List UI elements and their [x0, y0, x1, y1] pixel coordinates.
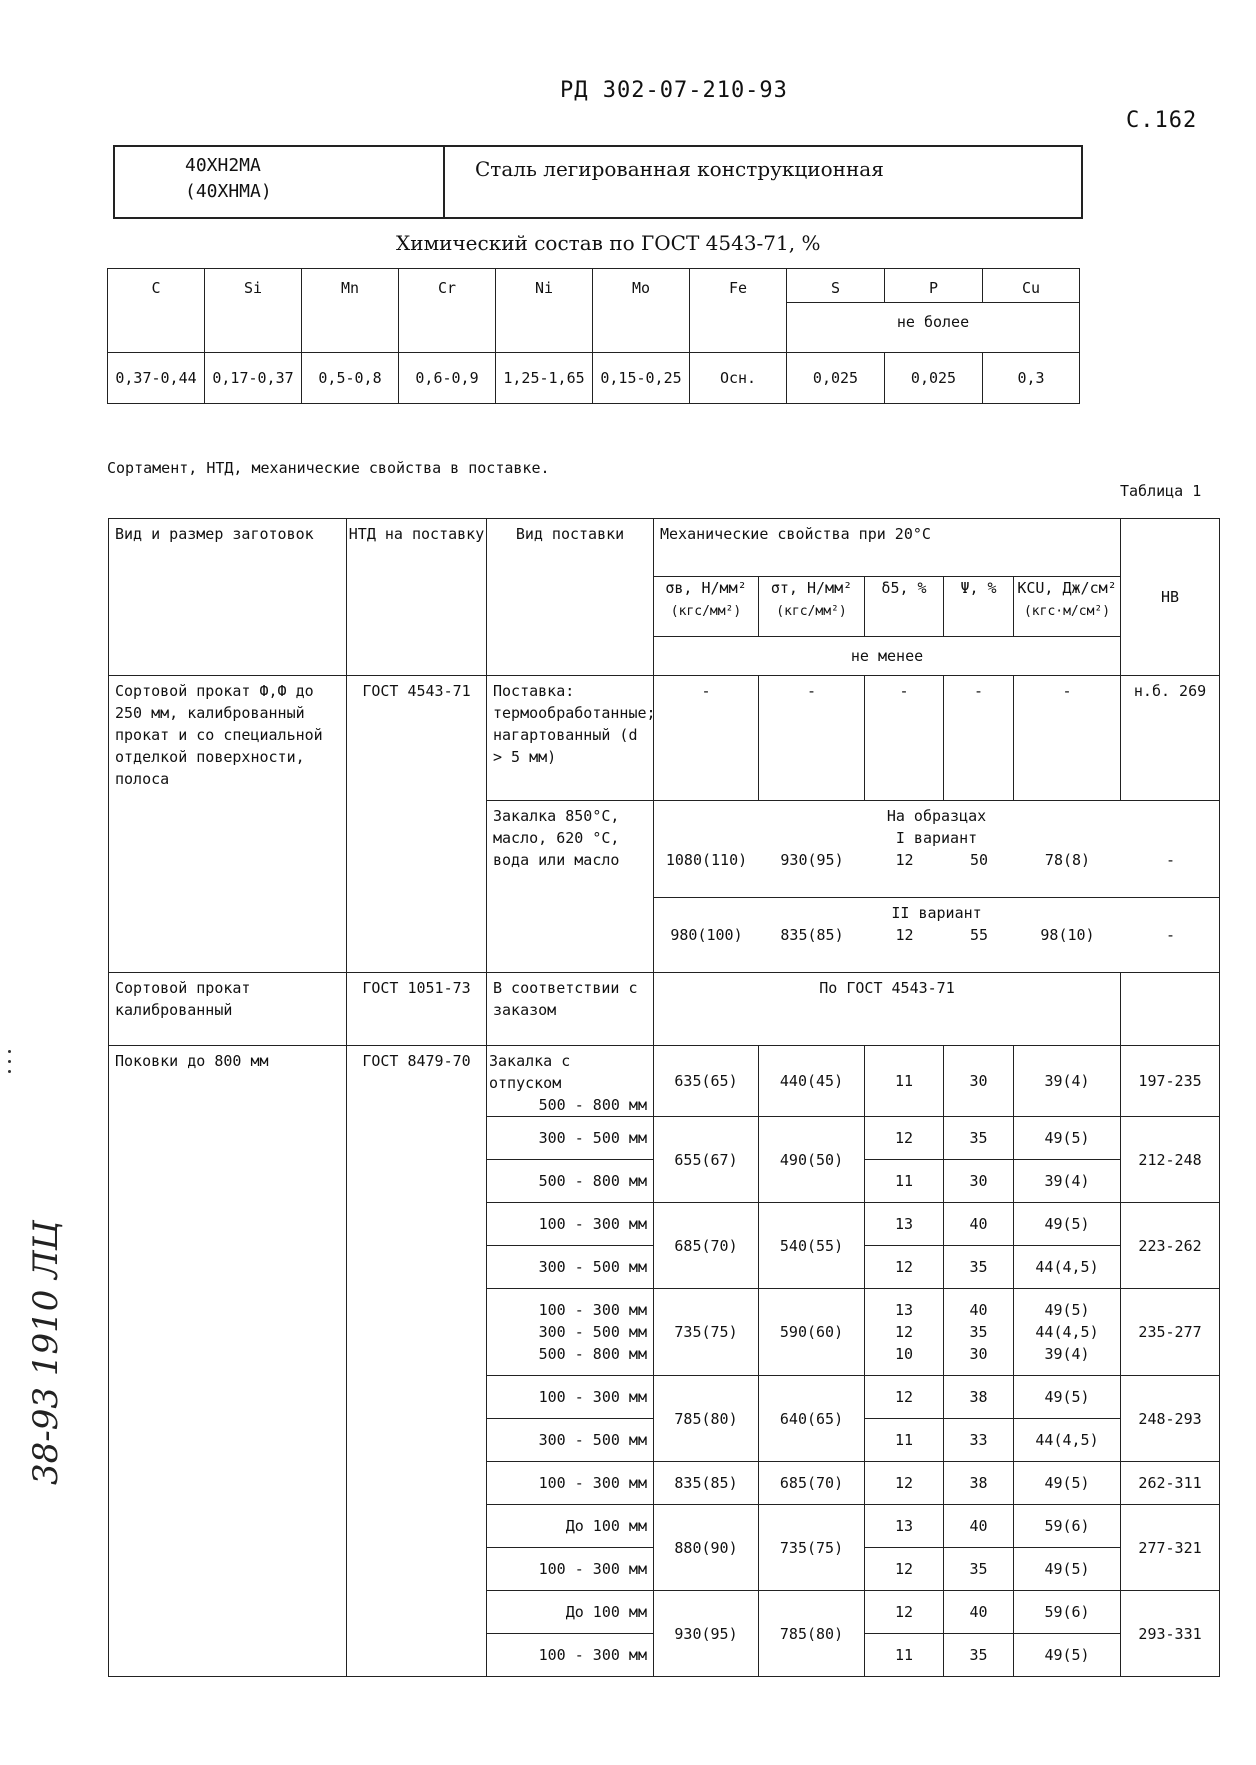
forging-sigma-v: 880(90)	[654, 1505, 759, 1591]
forging-kcu-cell	[1014, 1289, 1121, 1376]
row3-post: В соответствии с заказом	[487, 973, 654, 1046]
forging-size: 100 - 300 мм	[487, 1548, 654, 1591]
row1-dash: -	[944, 676, 1014, 801]
scan-mark	[8, 1070, 11, 1073]
v2-kcu: 98(10)	[1040, 926, 1095, 944]
v2-hb: -	[1165, 926, 1176, 944]
v2-psi: 55	[969, 926, 989, 944]
chem-col-mn: Mn	[302, 269, 399, 353]
forging-delta: 12	[865, 1117, 944, 1160]
forging-kcu: 39(4)	[1014, 1046, 1121, 1117]
divider	[443, 147, 445, 217]
chem-val-cu: 0,3	[983, 353, 1080, 404]
forging-delta: 12	[865, 1462, 944, 1505]
row3-ntd: ГОСТ 1051-73	[347, 973, 487, 1046]
v1-sigma-v: 1080(110)	[665, 851, 748, 869]
v2-sigma-v: 980(100)	[670, 926, 743, 944]
row2-variant1	[654, 801, 1220, 898]
forging-delta: 10	[894, 1345, 914, 1363]
forging-size-cell	[487, 1046, 654, 1117]
forging-delta: 12	[865, 1548, 944, 1591]
forging-kcu: 49(5)	[1014, 1376, 1121, 1419]
forging-size: 300 - 500 мм	[487, 1419, 654, 1462]
row1-vid: Сортовой прокат Ф,Ф до 250 мм, калиброванный прокат и со специальной отделкой поверхности, полоса	[109, 676, 347, 973]
forging-size: 300 - 500 мм	[487, 1246, 654, 1289]
col-head-vid-postavki: Вид поставки	[487, 519, 654, 676]
forging-delta: 12	[865, 1591, 944, 1634]
forging-hb: 197-235	[1121, 1046, 1220, 1117]
row1-dash: -	[1014, 676, 1121, 801]
forging-size: 100 - 300 мм	[487, 1634, 654, 1677]
chem-note: не более	[787, 303, 1080, 353]
forging-size: 100 - 300 мм	[538, 1301, 647, 1319]
row1-ntd: ГОСТ 4543-71	[347, 676, 487, 973]
col-head-sigma-v	[654, 576, 759, 636]
col-head-ntd: НТД на поставку	[347, 519, 487, 676]
sigma-t-unit: (кгс/мм²)	[776, 603, 847, 619]
forging-delta: 11	[865, 1634, 944, 1677]
forging-sigma-v: 655(67)	[654, 1117, 759, 1203]
chem-val-mo: 0,15-0,25	[593, 353, 690, 404]
forging-sigma-v: 635(65)	[654, 1046, 759, 1117]
v1-sigma-t: 930(95)	[780, 851, 844, 869]
chem-val-s: 0,025	[787, 353, 885, 404]
forging-sigma-v: 930(95)	[654, 1591, 759, 1677]
forging-kcu: 49(5)	[1014, 1548, 1121, 1591]
forging-sigma-t: 590(60)	[759, 1289, 865, 1376]
forging-size: 100 - 300 мм	[487, 1376, 654, 1419]
row4-vid: Поковки до 800 мм	[109, 1046, 347, 1677]
col-head-vid: Вид и размер заготовок	[109, 519, 347, 676]
forging-delta: 13	[865, 1505, 944, 1548]
forging-sigma-v: 735(75)	[654, 1289, 759, 1376]
variant2-values	[654, 924, 1220, 946]
forging-psi-cell	[944, 1289, 1014, 1376]
forging-size: 500 - 800 мм	[487, 1160, 654, 1203]
chem-val-mn: 0,5-0,8	[302, 353, 399, 404]
v2-sigma-t: 835(85)	[780, 926, 844, 944]
row1-post: Поставка: термообработанные; нагартованный (d > 5 мм)	[487, 676, 654, 801]
forging-psi: 35	[969, 1323, 988, 1341]
forging-delta-cell	[865, 1289, 944, 1376]
chem-table	[107, 268, 1080, 404]
kcu-label: KCU, Дж/см²	[1017, 578, 1117, 597]
row1-dash: -	[654, 676, 759, 801]
forging-delta: 11	[865, 1046, 944, 1117]
col-head-delta: δ5, %	[865, 576, 944, 636]
forging-psi: 35	[944, 1634, 1014, 1677]
forging-psi: 40	[969, 1301, 988, 1319]
forging-sigma-t: 785(80)	[759, 1591, 865, 1677]
forging-delta: 11	[865, 1160, 944, 1203]
v1-delta: 12	[895, 851, 914, 869]
v1-hb: -	[1165, 851, 1176, 869]
forging-psi: 33	[944, 1419, 1014, 1462]
forging-psi: 40	[944, 1505, 1014, 1548]
forging-size: До 100 мм	[487, 1505, 654, 1548]
row2-variant2	[654, 898, 1220, 973]
scan-mark	[8, 1060, 11, 1063]
forging-sigma-t: 540(55)	[759, 1203, 865, 1289]
sortament-title: Сортамент, НТД, механические свойства в поставке.	[107, 459, 550, 477]
forging-size: 100 - 300 мм	[487, 1462, 654, 1505]
chem-col-si: Si	[205, 269, 302, 353]
chem-col-mo: Mo	[593, 269, 690, 353]
row1-hb: н.б. 269	[1121, 676, 1220, 801]
row1-dash: -	[865, 676, 944, 801]
chem-val-fe: Осн.	[690, 353, 787, 404]
document-code: РД 302-07-210-93	[560, 78, 788, 103]
forging-psi: 40	[944, 1591, 1014, 1634]
chem-col-cr: Cr	[399, 269, 496, 353]
row1-dash: -	[759, 676, 865, 801]
forging-size: 500 - 800 мм	[538, 1345, 647, 1363]
row3-vid: Сортовой прокат калиброванный	[109, 973, 347, 1046]
forging-kcu: 49(5)	[1014, 1462, 1121, 1505]
forging-delta: 13	[865, 1203, 944, 1246]
forging-psi: 30	[969, 1345, 988, 1363]
chem-val-cr: 0,6-0,9	[399, 353, 496, 404]
forging-delta: 11	[865, 1419, 944, 1462]
sigma-v-unit: (кгс/мм²)	[670, 603, 742, 619]
forging-kcu: 49(5)	[1014, 1203, 1121, 1246]
v2-delta: 12	[895, 926, 914, 944]
row4-ntd: ГОСТ 8479-70	[347, 1046, 487, 1677]
chem-title: Химический состав по ГОСТ 4543-71, %	[396, 231, 821, 255]
forging-sigma-t: 490(50)	[759, 1117, 865, 1203]
col-head-hb: НВ	[1121, 519, 1220, 676]
forging-psi: 35	[944, 1548, 1014, 1591]
row2-post: Закалка 850°С, масло, 620 °С, вода или масло	[487, 801, 654, 973]
scan-mark	[8, 1050, 11, 1053]
kcu-unit: (кгс·м/см²)	[1023, 603, 1111, 619]
forging-size-cell	[487, 1289, 654, 1376]
col-head-not-less: не менее	[654, 637, 1121, 676]
forging-hb: 223-262	[1121, 1203, 1220, 1289]
forging-size: До 100 мм	[487, 1591, 654, 1634]
col-head-kcu	[1014, 576, 1121, 636]
properties-table	[108, 518, 1220, 1677]
row3-po-gost: По ГОСТ 4543-71	[654, 973, 1121, 1046]
forging-kcu: 44(4,5)	[1035, 1323, 1099, 1341]
steel-description: Сталь легированная конструкционная	[475, 157, 884, 181]
col-head-sigma-t	[759, 576, 865, 636]
sigma-t-label: σт, Н/мм²	[770, 578, 853, 597]
chem-val-p: 0,025	[885, 353, 983, 404]
steel-grade-box	[113, 145, 1083, 219]
variant2-label: II вариант	[891, 904, 982, 922]
forging-psi: 35	[944, 1246, 1014, 1289]
forging-hb: 262-311	[1121, 1462, 1220, 1505]
forging-kcu: 39(4)	[1044, 1345, 1090, 1363]
forging-delta: 12	[894, 1323, 914, 1341]
forging-psi: 30	[944, 1046, 1014, 1117]
forging-kcu: 44(4,5)	[1014, 1246, 1121, 1289]
forging-size: 300 - 500 мм	[487, 1117, 654, 1160]
table-label: Таблица 1	[1120, 482, 1202, 500]
col-head-mech: Механические свойства при 20°С	[654, 519, 1121, 577]
on-samples-label: На образцах	[886, 807, 987, 825]
sigma-v-label: σв, Н/мм²	[665, 578, 747, 597]
forging-psi: 38	[944, 1462, 1014, 1505]
chem-col-fe: Fe	[690, 269, 787, 353]
col-head-psi: Ψ, %	[944, 576, 1014, 636]
forging-sigma-v: 685(70)	[654, 1203, 759, 1289]
chem-col-p: P	[885, 269, 983, 303]
row3-hb	[1121, 973, 1220, 1046]
forging-size: 500 - 800 мм	[538, 1096, 647, 1114]
variant1-values	[654, 849, 1220, 871]
forging-hb: 248-293	[1121, 1376, 1220, 1462]
v1-kcu: 78(8)	[1044, 851, 1091, 869]
chem-val-ni: 1,25-1,65	[496, 353, 593, 404]
forging-delta: 12	[865, 1376, 944, 1419]
forging-sigma-v: 785(80)	[654, 1376, 759, 1462]
forging-kcu: 49(5)	[1014, 1634, 1121, 1677]
forging-psi: 35	[944, 1117, 1014, 1160]
forging-kcu: 59(6)	[1014, 1591, 1121, 1634]
page-number: С.162	[1126, 108, 1198, 133]
variant1-label: I вариант	[895, 829, 978, 847]
forging-psi: 38	[944, 1376, 1014, 1419]
forging-sigma-t: 640(65)	[759, 1376, 865, 1462]
forging-kcu: 49(5)	[1044, 1301, 1090, 1319]
forging-sigma-t: 735(75)	[759, 1505, 865, 1591]
forging-hb: 235-277	[1121, 1289, 1220, 1376]
chem-col-cu: Cu	[983, 269, 1080, 303]
forging-delta: 12	[865, 1246, 944, 1289]
forging-size: 300 - 500 мм	[538, 1323, 647, 1341]
steel-grade: 40ХН2МА	[185, 155, 261, 176]
chem-col-s: S	[787, 269, 885, 303]
forging-sigma-t: 685(70)	[759, 1462, 865, 1505]
chem-val-si: 0,17-0,37	[205, 353, 302, 404]
forging-hb: 293-331	[1121, 1591, 1220, 1677]
forging-hb: 277-321	[1121, 1505, 1220, 1591]
forging-sigma-t: 440(45)	[759, 1046, 865, 1117]
handwritten-margin-note: 38-93 1910 ЛЦ	[26, 1220, 66, 1485]
forging-kcu: 49(5)	[1014, 1117, 1121, 1160]
chem-col-ni: Ni	[496, 269, 593, 353]
forging-delta: 13	[894, 1301, 914, 1319]
forging-kcu: 44(4,5)	[1014, 1419, 1121, 1462]
forging-psi: 40	[944, 1203, 1014, 1246]
row4-post: Закалка с отпуском	[489, 1052, 571, 1092]
forging-size: 100 - 300 мм	[487, 1203, 654, 1246]
v1-psi: 50	[969, 851, 989, 869]
chem-col-c: C	[108, 269, 205, 353]
forging-kcu: 59(6)	[1014, 1505, 1121, 1548]
forging-psi: 30	[944, 1160, 1014, 1203]
steel-grade-alt: (40ХНМА)	[185, 181, 272, 202]
chem-val-c: 0,37-0,44	[108, 353, 205, 404]
forging-sigma-v: 835(85)	[654, 1462, 759, 1505]
forging-kcu: 39(4)	[1014, 1160, 1121, 1203]
forging-hb: 212-248	[1121, 1117, 1220, 1203]
